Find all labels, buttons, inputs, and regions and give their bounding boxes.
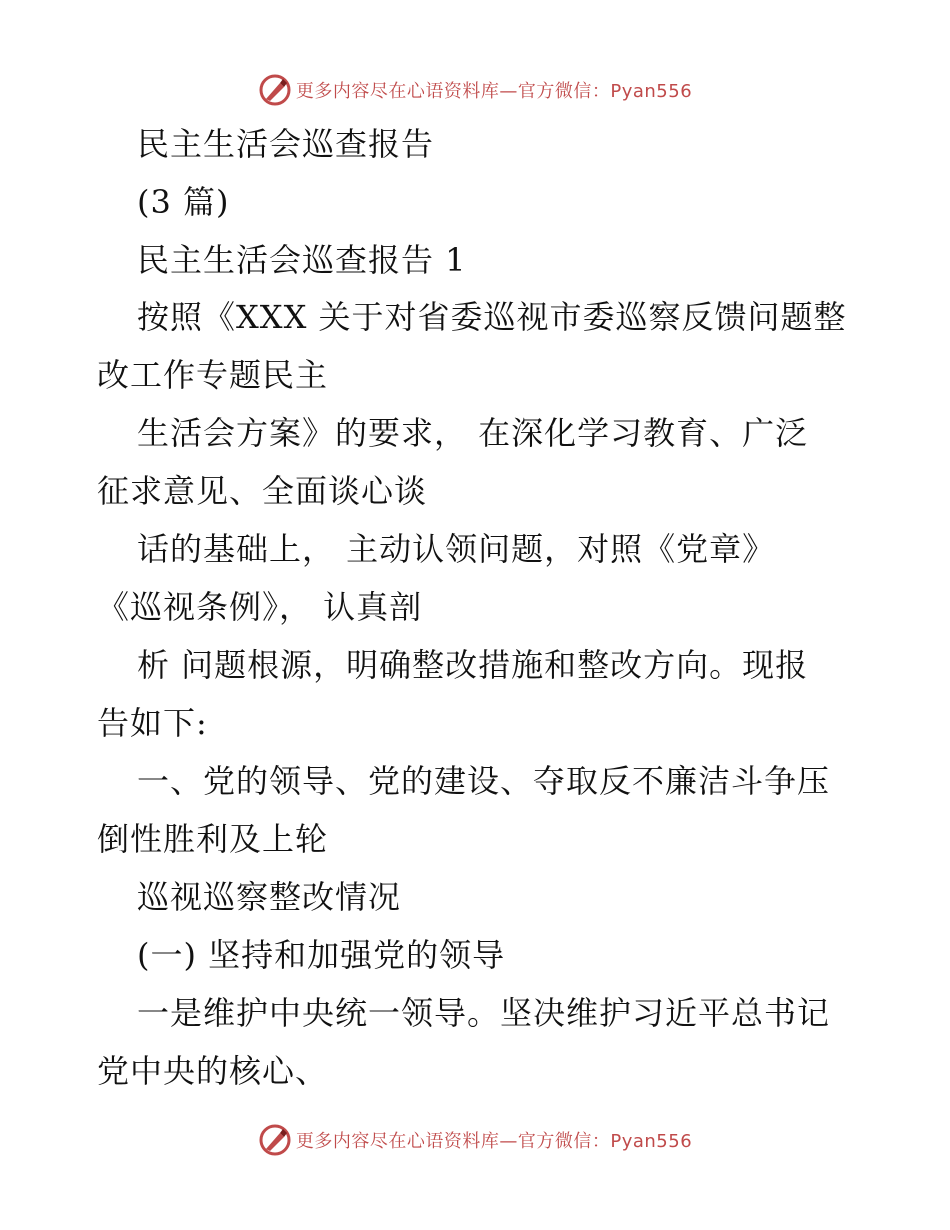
banner-text: 更多内容尽在心语资料库—官方微信：Pyan556 xyxy=(295,81,693,102)
banner-text: 更多内容尽在心语资料库—官方微信：Pyan556 xyxy=(295,1131,693,1152)
section-heading: 一、党的领导、党的建设、夺取反不廉洁斗争压 xyxy=(137,762,831,800)
pen-logo-icon xyxy=(258,1123,292,1157)
paragraph-line: 告如下: xyxy=(97,704,208,742)
paragraph-line: 党中央的核心、 xyxy=(97,1052,329,1090)
paragraph-line: 话的基础上， 主动认领问题，对照《党章》 xyxy=(137,530,776,568)
footer-banner xyxy=(0,1120,950,1160)
section-heading: 民主生活会巡查报告 1 xyxy=(137,241,467,279)
paragraph-line: 按照《XXX 关于对省委巡视市委巡察反馈问题整 xyxy=(137,298,847,336)
paragraph-line: 改工作专题民主 xyxy=(97,356,329,394)
document-subtitle: (3 篇) xyxy=(137,183,230,221)
paragraph-line: 征求意见、全面谈心谈 xyxy=(97,472,428,510)
subsection-heading: (一) 坚持和加强党的领导 xyxy=(137,936,506,974)
paragraph-line: 《巡视条例》， 认真剖 xyxy=(97,588,423,626)
paragraph-line: 生活会方案》的要求， 在深化学习教育、广泛 xyxy=(137,414,809,452)
paragraph-line: 析 问题根源，明确整改措施和整改方向。现报 xyxy=(137,646,809,684)
section-heading: 巡视巡察整改情况 xyxy=(137,878,402,916)
document-title: 民主生活会巡查报告 xyxy=(137,125,435,163)
paragraph-line: 一是维护中央统一领导。坚决维护习近平总书记 xyxy=(137,994,831,1032)
section-heading: 倒性胜利及上轮 xyxy=(97,820,329,858)
